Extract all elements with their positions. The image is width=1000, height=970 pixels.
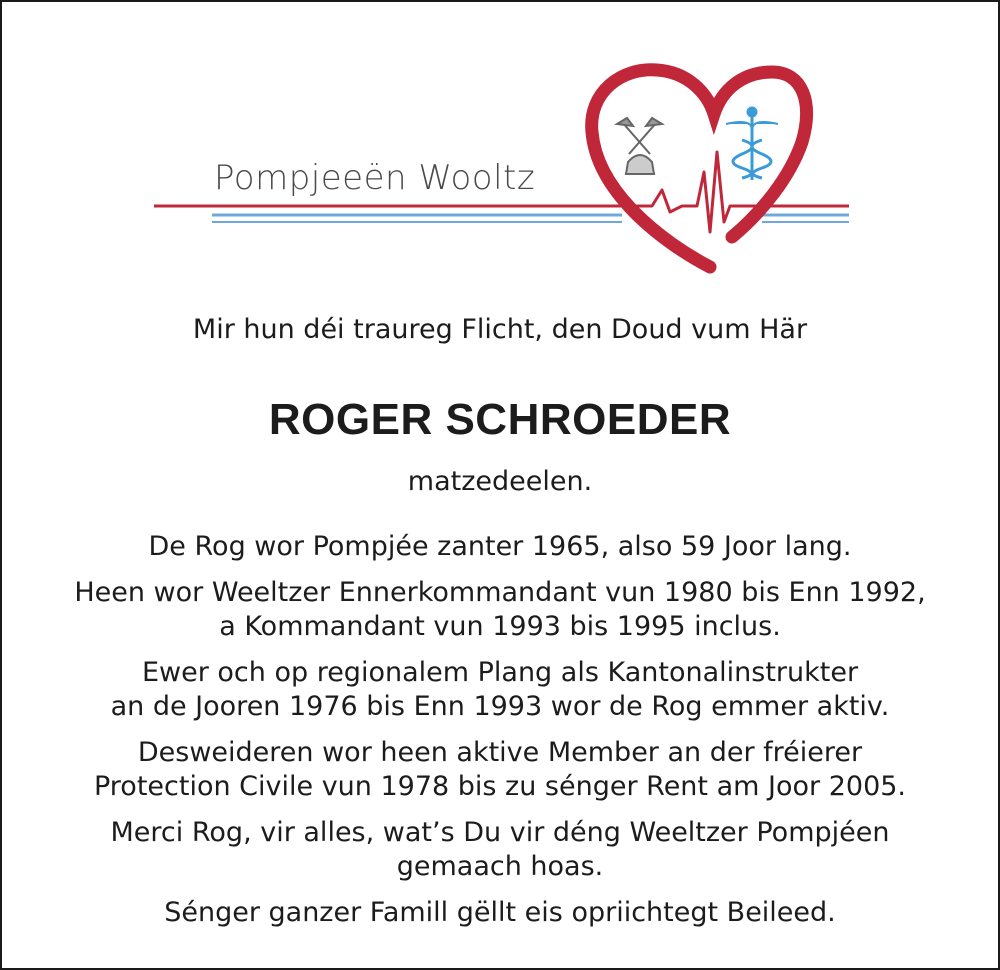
- caduceus-icon: [726, 108, 778, 180]
- text-line: De Rog wor Pompjée zanter 1965, also 59 Joor lang.: [148, 531, 852, 562]
- text-line: Protection Civile vun 1978 bis zu sénger Rent am Joor 2005.: [93, 771, 907, 802]
- logo-text: Pompjeeën Wooltz: [214, 158, 536, 198]
- text-line: a Kommandant vun 1993 bis 1995 inclus.: [219, 611, 781, 642]
- sub-line: matzedeelen.: [407, 466, 593, 497]
- intro-line: Mir hun déi traureg Flicht, den Doud vum Här: [192, 314, 808, 345]
- paragraph: [2, 736, 998, 804]
- announcement: [2, 302, 998, 930]
- text-line: Ewer och op regionalem Plang als Kantonalinstrukter: [141, 657, 859, 688]
- text-line: Desweideren wor heen aktive Member an der fréierer: [137, 737, 863, 768]
- paragraph: [2, 656, 998, 724]
- paragraph: [2, 816, 998, 884]
- deceased-name: ROGER SCHROEDER: [268, 395, 732, 444]
- text-line: Heen wor Weeltzer Ennerkommandant vun 1980 bis Enn 1992,: [74, 577, 926, 608]
- pompjeeen-wooltz-logo: [142, 62, 862, 282]
- text-line: Sénger ganzer Famill gëllt eis opriichtegt Beileed.: [164, 897, 836, 928]
- text-line: gemaach hoas.: [396, 851, 604, 882]
- paragraph: [2, 576, 998, 644]
- heart-icon: [592, 70, 807, 267]
- fire-axes-helmet-icon: [617, 118, 662, 174]
- text-line: Merci Rog, vir alles, wat’s Du vir déng Weeltzer Pompjéen: [110, 817, 890, 848]
- paragraph: [2, 530, 998, 564]
- paragraph: [2, 896, 998, 930]
- text-line: an de Jooren 1976 bis Enn 1993 wor de Rog emmer aktiv.: [110, 691, 890, 722]
